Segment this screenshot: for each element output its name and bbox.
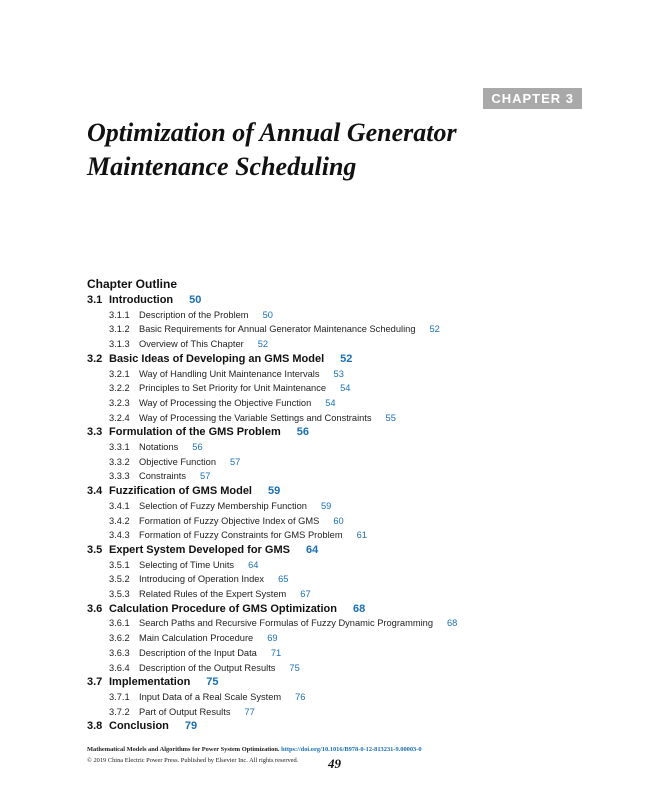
toc-subsection-entry[interactable]: [87, 646, 587, 661]
toc-section-number: 3.4: [87, 485, 103, 498]
toc-section-page[interactable]: 75: [206, 676, 219, 689]
toc-subsection-title: Input Data of a Real Scale System: [139, 691, 282, 702]
toc-section-number: 3.3: [87, 426, 103, 439]
toc-subsection-number: 3.6.2: [109, 633, 130, 644]
toc-subsection-number: 3.2.4: [109, 412, 130, 423]
footer-book-title: Mathematical Models and Algorithms for Power System Optimization.: [87, 746, 280, 753]
toc-subsection-number: 3.3.1: [109, 442, 130, 453]
toc-subsection-page[interactable]: 50: [262, 309, 273, 320]
toc-subsection-page[interactable]: 71: [270, 647, 282, 658]
toc-section-number: 3.2: [87, 352, 103, 365]
toc-subsection-title: Search Paths and Recursive Formulas of Fuzzy Dynamic Programming: [139, 618, 433, 629]
toc-subsection-page[interactable]: 57: [200, 471, 211, 482]
toc-subsection-title: Way of Processing the Objective Function: [139, 397, 312, 408]
toc-subsection-entry[interactable]: [87, 705, 587, 720]
toc-subsection-entry[interactable]: [87, 411, 587, 426]
toc-subsection-page[interactable]: 56: [192, 442, 203, 453]
toc-subsection-number: 3.7.1: [109, 691, 130, 702]
toc-subsection-number: 3.6.1: [109, 618, 130, 629]
chapter-outline: [87, 276, 587, 734]
toc-subsection-page[interactable]: 61: [356, 530, 367, 541]
toc-subsection-entry[interactable]: [87, 381, 587, 396]
toc-subsection-number: 3.1.3: [109, 339, 130, 350]
toc-subsection-page[interactable]: 77: [244, 706, 255, 717]
toc-subsection-entry[interactable]: [87, 690, 587, 705]
toc-section-entry[interactable]: [87, 293, 587, 308]
chapter-title-line-2: Maintenance Scheduling: [87, 152, 357, 181]
toc-subsection-title: Notations: [139, 442, 179, 453]
toc-subsection-number: 3.1.2: [109, 324, 130, 335]
page-number: 49: [328, 756, 341, 771]
toc-subsection-page[interactable]: 54: [340, 383, 351, 394]
toc-section-title: Formulation of the GMS Problem: [109, 426, 281, 439]
toc-subsection-number: 3.4.2: [109, 515, 130, 526]
toc-section-entry[interactable]: [87, 484, 587, 499]
toc-subsection-entry[interactable]: [87, 469, 587, 484]
toc-subsection-title: Description of the Problem: [139, 309, 249, 320]
toc-section-page[interactable]: 64: [305, 543, 319, 556]
toc-subsection-title: Basic Requirements for Annual Generator Maintenance Scheduling: [139, 324, 416, 335]
toc-section-number: 3.7: [87, 676, 103, 689]
toc-subsection-entry[interactable]: [87, 440, 587, 455]
toc-subsection-title: Introducing of Operation Index: [139, 574, 265, 585]
toc-subsection-page[interactable]: 76: [295, 691, 306, 702]
toc-subsection-number: 3.3.3: [109, 471, 130, 482]
toc-subsection-number: 3.7.2: [109, 706, 130, 717]
toc-subsection-number: 3.1.1: [109, 309, 130, 320]
toc-subsection-title: Formation of Fuzzy Constraints for GMS Problem: [139, 530, 343, 541]
toc-section-number: 3.6: [87, 602, 103, 615]
toc-subsection-number: 3.4.1: [109, 500, 130, 511]
toc-section-page[interactable]: 68: [352, 602, 366, 615]
footer-citation: [87, 744, 607, 755]
toc-subsection-page[interactable]: 69: [267, 633, 278, 644]
chapter-title-line-1: Optimization of Annual Generator: [87, 118, 457, 147]
toc-subsection-page[interactable]: 52: [257, 339, 269, 350]
toc-subsection-page[interactable]: 57: [230, 456, 241, 467]
toc-subsection-title: Description of the Input Data: [139, 647, 257, 658]
outline-heading: Chapter Outline: [87, 277, 178, 291]
toc-subsection-entry[interactable]: [87, 499, 587, 514]
toc-subsection-number: 3.6.4: [109, 662, 130, 673]
toc-subsection-page[interactable]: 75: [289, 662, 300, 673]
toc-subsection-title: Principles to Set Priority for Unit Maintenance: [139, 383, 327, 394]
toc-subsection-title: Selecting of Time Units: [139, 559, 235, 570]
toc-subsection-entry[interactable]: [87, 396, 587, 411]
toc-subsection-number: 3.2.2: [109, 383, 130, 394]
toc-subsection-number: 3.4.3: [109, 530, 130, 541]
toc-section-page[interactable]: 50: [189, 294, 202, 306]
toc-subsection-title: Overview of This Chapter: [139, 339, 244, 350]
toc-subsection-title: Way of Handling Unit Maintenance Intervals: [139, 368, 320, 379]
toc-subsection-page[interactable]: 53: [333, 368, 344, 379]
toc-subsection-number: 3.5.2: [109, 574, 130, 585]
toc-subsection-entry[interactable]: [87, 572, 587, 587]
toc-subsection-title: Objective Function: [139, 456, 216, 467]
toc-subsection-title: Related Rules of the Expert System: [139, 589, 287, 600]
toc-subsection-title: Description of the Output Results: [139, 662, 276, 673]
toc-subsection-entry[interactable]: [87, 631, 587, 646]
toc-subsection-number: 3.2.1: [109, 368, 130, 379]
toc-subsection-entry[interactable]: [87, 455, 587, 470]
toc-subsection-title: Part of Output Results: [139, 706, 231, 717]
chapter-label: CHAPTER 3: [483, 88, 582, 109]
toc-subsection-page[interactable]: 64: [248, 559, 259, 570]
toc-section-entry[interactable]: [87, 675, 587, 690]
toc-subsection-number: 3.5.1: [109, 559, 130, 570]
toc-section-title: Fuzzification of GMS Model: [109, 485, 252, 498]
toc-section-page[interactable]: 52: [340, 352, 353, 365]
toc-subsection-entry[interactable]: [87, 616, 587, 631]
toc-subsection-title: Main Calculation Procedure: [139, 633, 254, 644]
toc-subsection-page[interactable]: 52: [429, 324, 440, 335]
toc-section-title: Conclusion: [109, 720, 169, 733]
toc-section-title: Implementation: [109, 676, 191, 689]
toc-subsection-page[interactable]: 68: [447, 618, 458, 629]
toc-subsection-entry[interactable]: [87, 322, 587, 337]
toc-section-number: 3.8: [87, 720, 103, 733]
toc-subsection-page[interactable]: 54: [325, 397, 336, 408]
toc-section-number: 3.1: [87, 294, 103, 306]
toc-section-entry[interactable]: [87, 425, 587, 440]
toc-subsection-entry[interactable]: [87, 528, 587, 543]
toc-section-title: Calculation Procedure of GMS Optimization: [109, 602, 337, 615]
toc-section-entry[interactable]: [87, 602, 587, 617]
toc-list: [87, 293, 587, 734]
footer-copyright: © 2019 China Electric Power Press. Published by Elsevier Inc. All rights reserved.: [87, 757, 299, 764]
toc-section-entry[interactable]: [87, 719, 587, 734]
toc-subsection-title: Selection of Fuzzy Membership Function: [139, 500, 307, 511]
toc-subsection-entry[interactable]: [87, 558, 587, 573]
toc-section-title: Introduction: [109, 294, 174, 306]
toc-section-page[interactable]: 56: [296, 426, 309, 439]
toc-subsection-entry[interactable]: [87, 587, 587, 602]
toc-subsection-entry[interactable]: [87, 514, 587, 529]
toc-subsection-number: 3.3.2: [109, 456, 130, 467]
toc-section-title: Expert System Developed for GMS: [109, 543, 290, 556]
toc-subsection-number: 3.2.3: [109, 397, 130, 408]
toc-subsection-number: 3.6.3: [109, 647, 130, 658]
footer-doi-link[interactable]: https://doi.org/10.1016/B978-0-12-813231-9.00003-0: [281, 746, 422, 753]
toc-subsection-title: Way of Processing the Variable Settings and Constraints: [139, 412, 372, 423]
chapter-title: [87, 116, 567, 184]
toc-subsection-entry[interactable]: [87, 308, 587, 323]
toc-section-number: 3.5: [87, 543, 103, 556]
toc-section-entry[interactable]: [87, 352, 587, 367]
toc-subsection-entry[interactable]: [87, 337, 587, 352]
toc-subsection-page[interactable]: 60: [333, 515, 344, 526]
toc-subsection-page[interactable]: 59: [320, 500, 332, 511]
toc-subsection-page[interactable]: 65: [278, 574, 289, 585]
toc-subsection-title: Formation of Fuzzy Objective Index of GMS: [139, 515, 320, 526]
toc-subsection-entry[interactable]: [87, 661, 587, 676]
toc-section-entry[interactable]: [87, 543, 587, 558]
toc-section-title: Basic Ideas of Developing an GMS Model: [109, 352, 325, 365]
footer: [87, 744, 607, 766]
toc-subsection-page[interactable]: 55: [385, 412, 396, 423]
toc-subsection-page[interactable]: 67: [300, 589, 311, 600]
toc-subsection-entry[interactable]: [87, 367, 587, 382]
toc-section-page[interactable]: 59: [268, 485, 281, 498]
toc-subsection-title: Constraints: [139, 471, 187, 482]
toc-section-page[interactable]: 79: [184, 720, 198, 733]
toc-subsection-number: 3.5.3: [109, 589, 130, 600]
